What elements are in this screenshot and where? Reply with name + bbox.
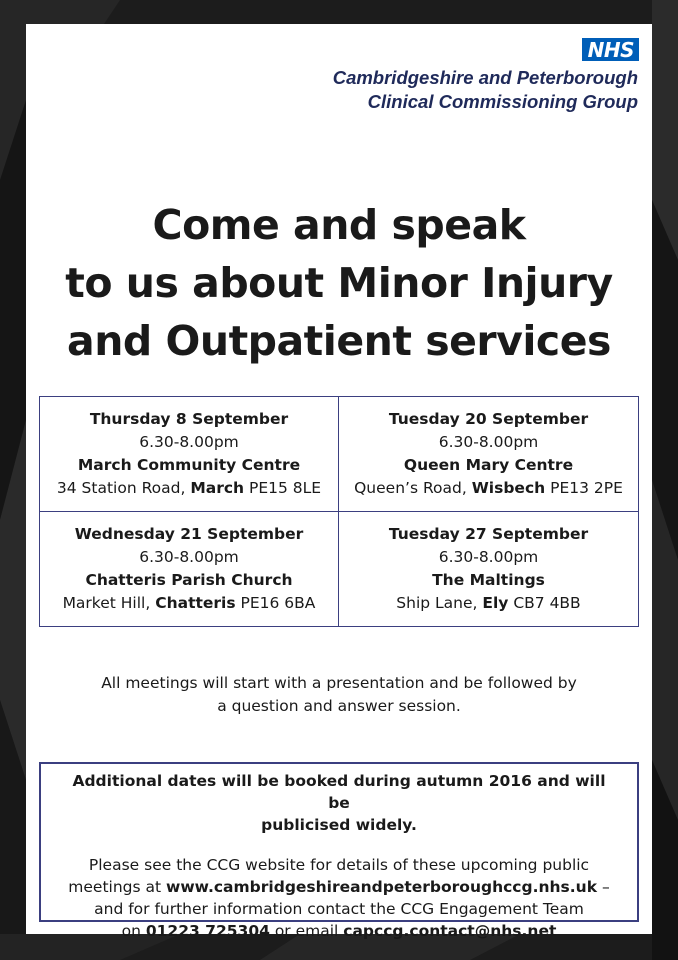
event-street: 34 Station Road, — [56, 479, 191, 497]
contact-details — [41, 854, 637, 942]
org-name-line-1: Cambridgeshire and Peterborough — [332, 67, 638, 88]
meeting-format-note — [26, 672, 652, 718]
event-town: Chatteris — [155, 593, 236, 612]
poster-sheet — [26, 24, 652, 940]
dates-line-1: Additional dates will be booked during autumn 2016 and will be — [72, 772, 606, 812]
event-address — [339, 477, 638, 500]
nhs-logo: NHS — [582, 38, 639, 61]
event-address — [40, 592, 338, 615]
event-time: 6.30-8.00pm — [139, 433, 239, 451]
details-line-4 — [41, 920, 637, 942]
event-postcode: PE15 8LE — [244, 479, 322, 497]
event-day: Thursday 8 September — [89, 410, 289, 428]
details-line-3: and for further information contact the CCG Engagement Team — [94, 900, 584, 918]
event-venue: March Community Centre — [77, 456, 301, 474]
org-name-line-2: Clinical Commissioning Group — [367, 91, 638, 112]
event-address — [339, 592, 638, 615]
event-street: Market Hill, — [62, 593, 156, 612]
headline-line-2: to us about Minor Injury — [65, 259, 613, 307]
event-postcode: PE13 2PE — [545, 479, 623, 497]
event-card — [339, 397, 638, 512]
phone-prefix: on — [121, 922, 146, 940]
event-town: March — [190, 479, 245, 497]
event-card — [339, 512, 638, 627]
event-time: 6.30-8.00pm — [139, 547, 239, 566]
events-grid — [39, 396, 639, 627]
note-line-2: a question and answer session. — [217, 697, 461, 715]
organisation-name — [333, 66, 638, 114]
event-postcode: PE16 6BA — [235, 593, 316, 612]
details-line-2 — [41, 876, 637, 898]
headline-line-1: Come and speak — [152, 201, 526, 249]
event-venue: The Maltings — [432, 570, 545, 589]
event-town: Wisbech — [471, 479, 546, 497]
event-time: 6.30-8.00pm — [438, 433, 539, 451]
contact-info-box — [39, 762, 639, 940]
event-day: Wednesday 21 September — [74, 524, 304, 543]
details-prefix: meetings at — [68, 878, 167, 896]
event-time: 6.30-8.00pm — [438, 547, 539, 566]
email-link[interactable]: capccg.contact@nhs.net — [343, 922, 557, 940]
website-link[interactable]: www.cambridgeshireandpeterboroughccg.nhs.uk — [166, 878, 598, 896]
event-street: Ship Lane, — [396, 593, 483, 612]
additional-dates-notice — [41, 770, 637, 836]
event-card — [40, 512, 339, 627]
headline — [26, 196, 652, 370]
event-day: Tuesday 20 September — [388, 410, 589, 428]
note-line-1: All meetings will start with a presentation and be followed by — [101, 674, 577, 692]
phone-number[interactable]: 01223 725304 — [145, 922, 270, 940]
headline-line-3: and Outpatient services — [67, 317, 611, 365]
event-street: Queen’s Road, — [354, 479, 472, 497]
details-dash: – — [597, 878, 610, 896]
event-postcode: CB7 4BB — [508, 593, 581, 612]
event-address — [40, 477, 338, 500]
event-town: Ely — [482, 593, 509, 612]
details-line-1: Please see the CCG website for details of these upcoming public — [88, 856, 590, 874]
dates-line-2: publicised widely. — [261, 816, 417, 834]
event-day: Tuesday 27 September — [388, 524, 589, 543]
email-prefix: or email — [269, 922, 344, 940]
event-venue: Queen Mary Centre — [403, 456, 574, 474]
event-venue: Chatteris Parish Church — [85, 570, 293, 589]
event-card — [40, 397, 339, 512]
